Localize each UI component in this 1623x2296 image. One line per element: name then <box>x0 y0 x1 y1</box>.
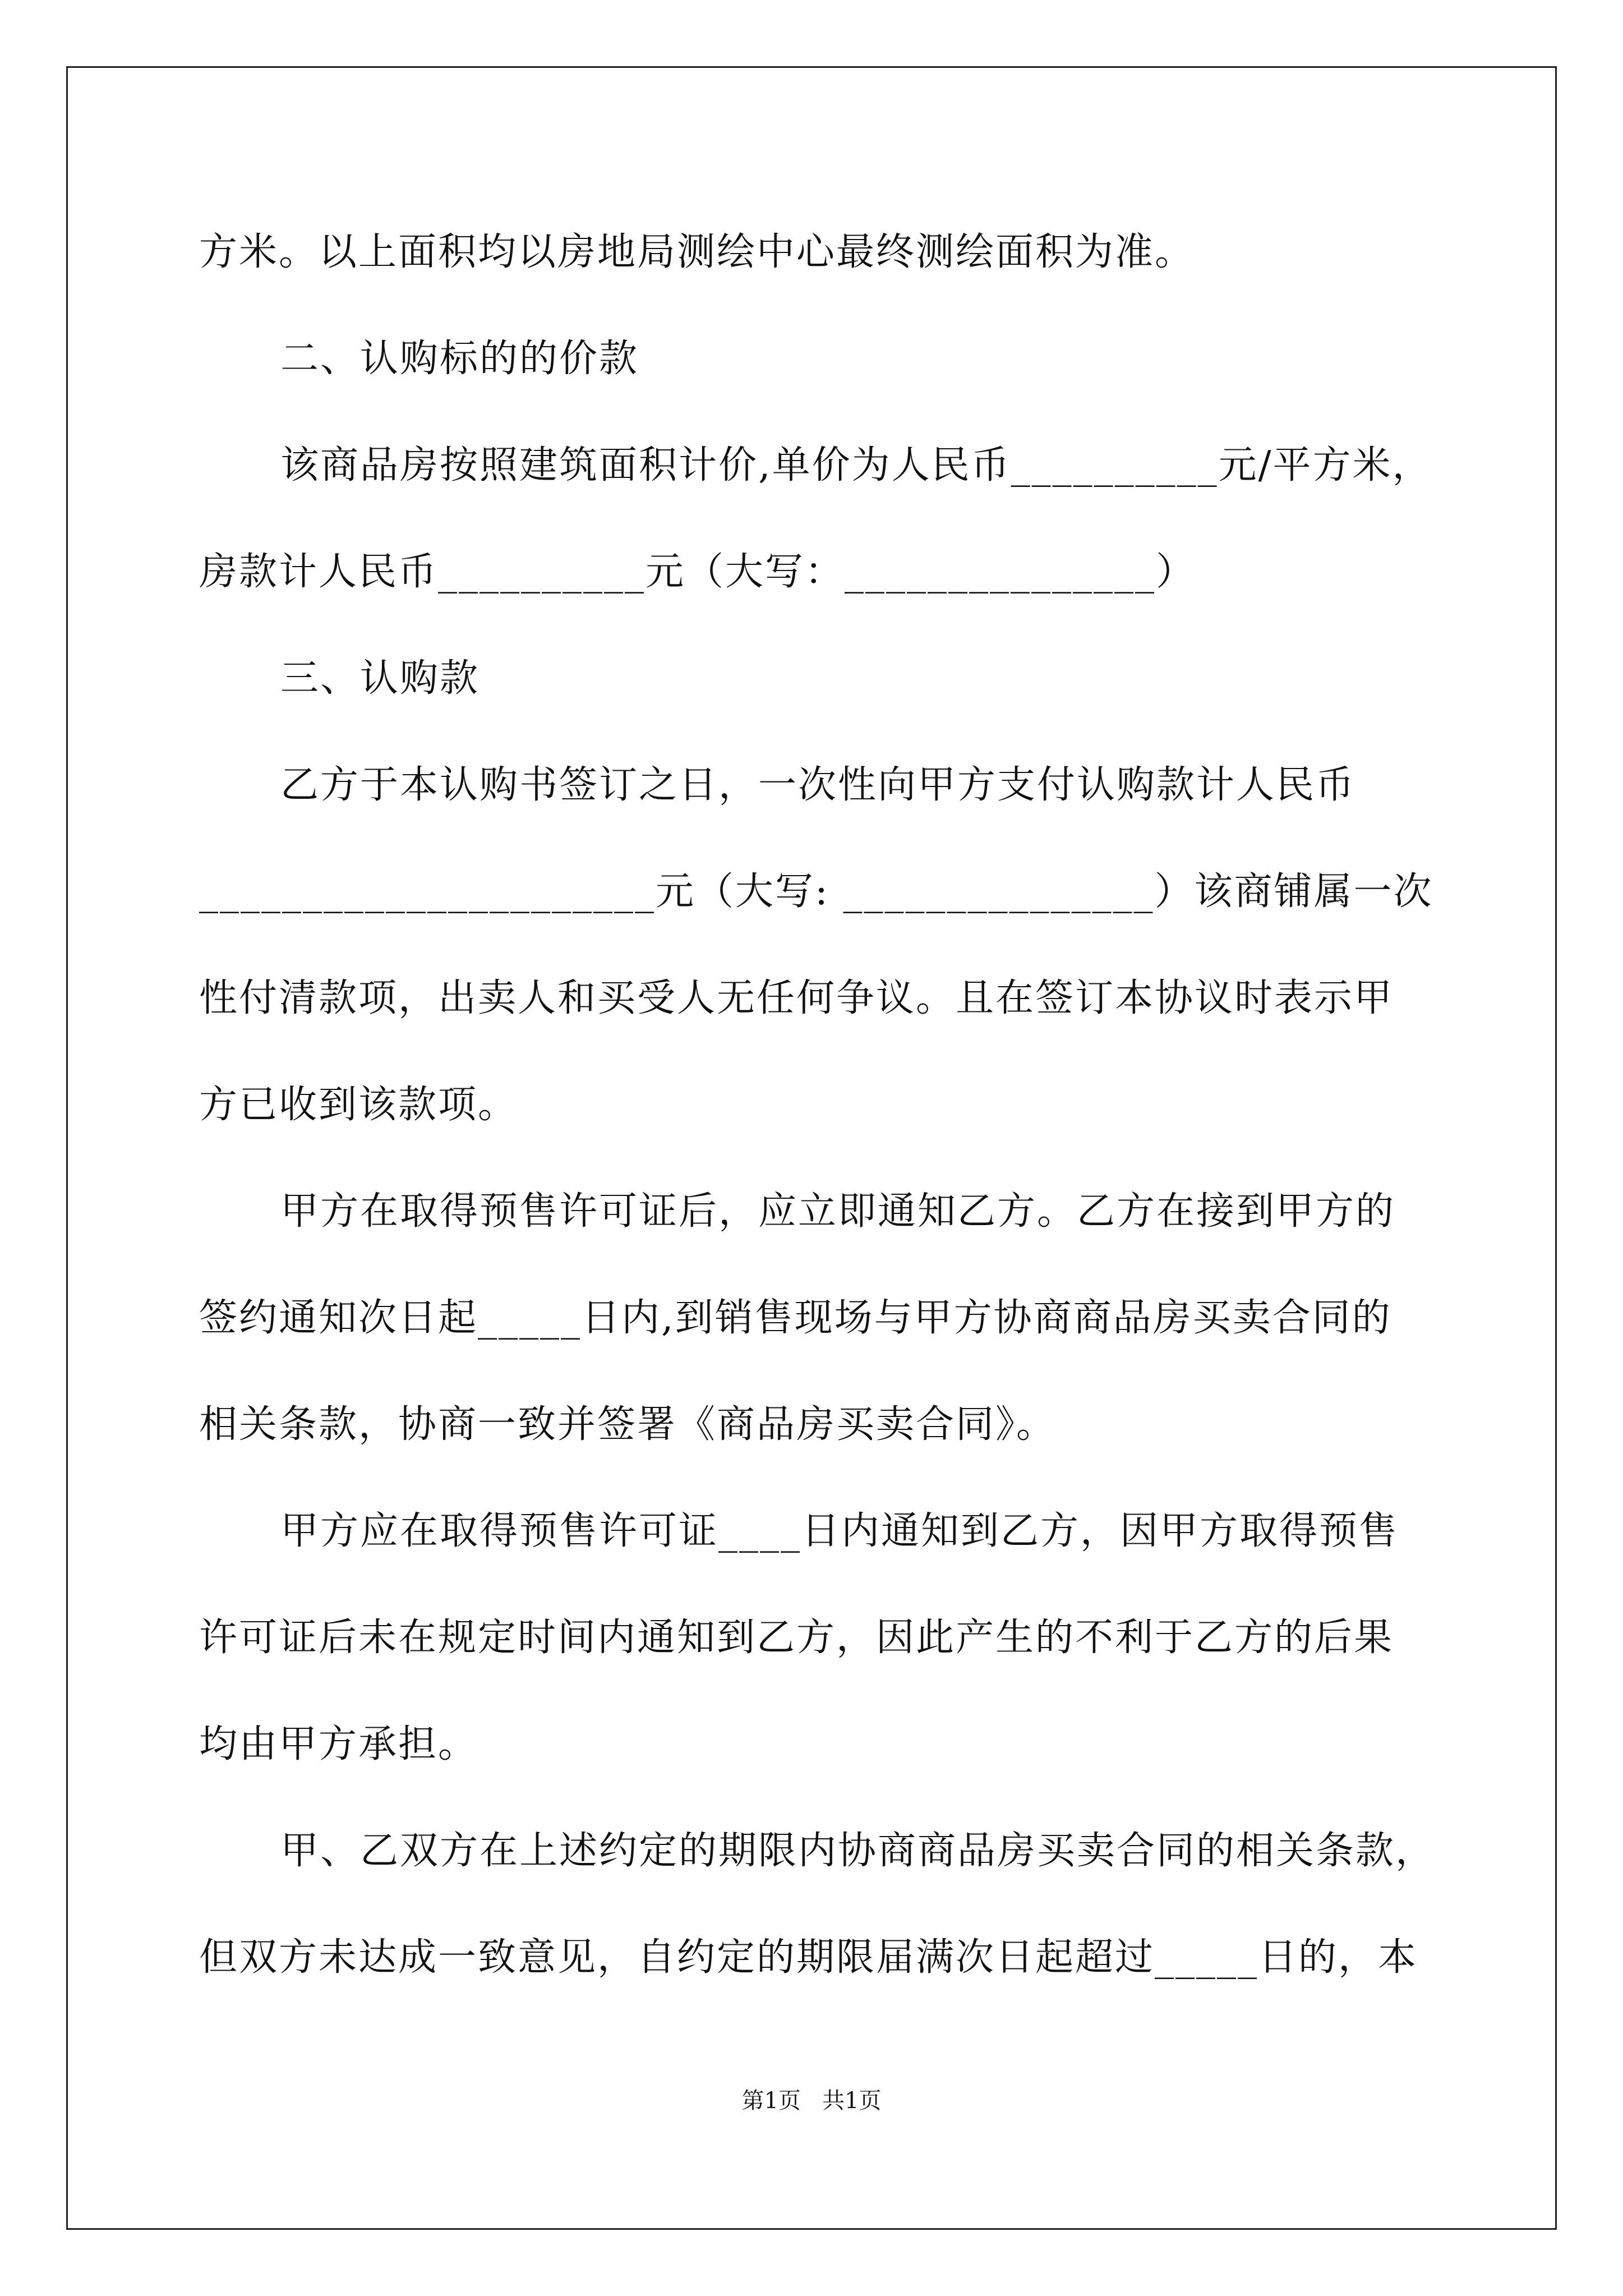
text-line: 甲方在取得预售许可证后，应立即通知乙方。乙方在接到甲方的 <box>280 1189 1396 1234</box>
text-line: 乙方于本认购书签订之日，一次性向甲方支付认购款计人民币 <box>280 763 1356 807</box>
text-line: 但双方未达成一致意见，自约定的期限届满次日起超过_____日的，本 <box>199 1935 1418 1980</box>
section-heading-deposit: 三、认购款 <box>280 656 480 701</box>
text-line: 相关条款，协商一致并签署《商品房买卖合同》。 <box>199 1402 1057 1447</box>
text-line: ______________________元（大写: _______________）该商铺属一次 <box>199 869 1433 914</box>
text-line: 签约通知次日起_____日内,到销售现场与甲方协商商品房买卖合同的 <box>199 1296 1392 1340</box>
text-line: 该商品房按照建筑面积计价,单价为人民币__________元/平方米， <box>280 443 1432 487</box>
text-line: 均由甲方承担。 <box>199 1722 478 1766</box>
text-line: 方已收到该款项。 <box>199 1083 518 1127</box>
page-footer: 第1页 共1页 <box>741 2088 882 2114</box>
text-line: 性付清款项，出卖人和买受人无任何争议。且在签订本协议时表示甲 <box>199 976 1394 1020</box>
text-line: 甲、乙双方在上述约定的期限内协商商品房买卖合同的相关条款， <box>280 1829 1436 1873</box>
section-heading-price: 二、认购标的的价款 <box>280 337 639 381</box>
text-line: 许可证后未在规定时间内通知到乙方，因此产生的不利于乙方的后果 <box>199 1616 1394 1660</box>
page-border <box>66 66 1557 2230</box>
text-line: 房款计人民币__________元（大写：_______________） <box>199 550 1196 594</box>
text-line: 甲方应在取得预售许可证____日内通知到乙方，因甲方取得预售 <box>280 1509 1399 1553</box>
text-line: 方米。以上面积均以房地局测绘中心最终测绘面积为准。 <box>199 230 1195 274</box>
